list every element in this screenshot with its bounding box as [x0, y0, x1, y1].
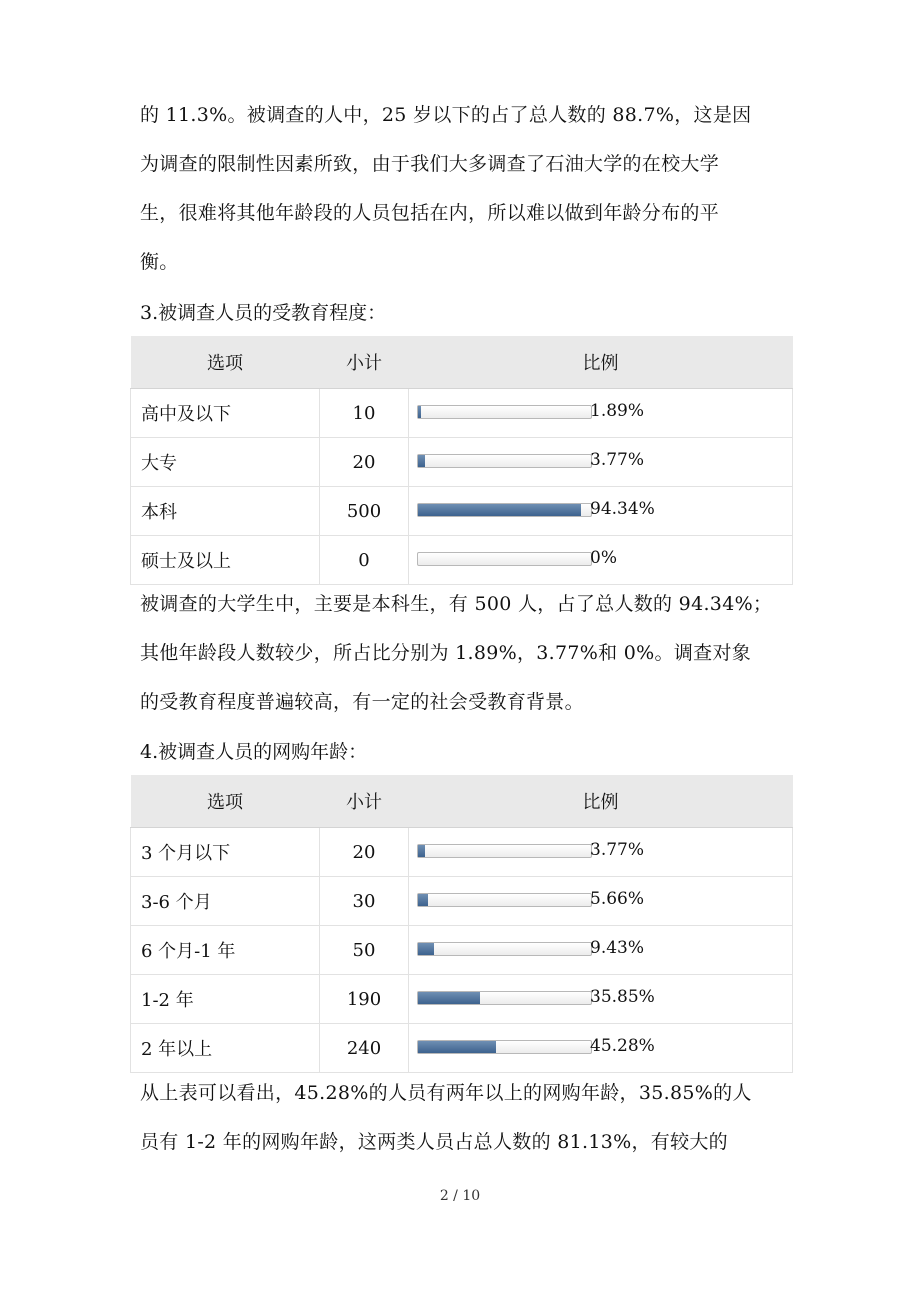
progress-bar-fill — [418, 406, 421, 418]
header-count: 小计 — [320, 775, 409, 828]
option-cell: 本科 — [131, 487, 320, 536]
page-number: 2 / 10 — [439, 1188, 481, 1204]
progress-bar-fill — [418, 992, 480, 1004]
table-row — [131, 877, 793, 926]
option-cell: 1-2 年 — [131, 975, 320, 1024]
count-cell: 0 — [320, 536, 409, 585]
table-row — [131, 536, 793, 585]
option-cell: 3 个月以下 — [131, 828, 320, 877]
table-row — [131, 926, 793, 975]
percent-label: 94.34% — [590, 499, 655, 519]
table-row — [131, 438, 793, 487]
ratio-cell — [409, 975, 793, 1024]
intro-line: 生，很难将其他年龄段的人员包括在内，所以难以做到年龄分布的平 — [140, 202, 720, 224]
table-row — [131, 1024, 793, 1073]
progress-bar — [417, 942, 592, 956]
ratio-cell — [409, 389, 793, 438]
section4-heading: 4.被调查人员的网购年龄： — [140, 741, 368, 763]
option-cell: 高中及以下 — [131, 389, 320, 438]
header-option: 选项 — [131, 336, 320, 389]
progress-bar-fill — [418, 504, 581, 516]
percent-label: 45.28% — [590, 1036, 655, 1056]
table-row — [131, 487, 793, 536]
progress-bar — [417, 454, 592, 468]
count-cell: 50 — [320, 926, 409, 975]
section4-summary — [140, 1069, 790, 1167]
option-cell: 3-6 个月 — [131, 877, 320, 926]
ratio-cell — [409, 926, 793, 975]
header-count: 小计 — [320, 336, 409, 389]
percent-label: 0% — [590, 548, 617, 568]
count-cell: 10 — [320, 389, 409, 438]
count-cell: 190 — [320, 975, 409, 1024]
percent-label: 1.89% — [590, 401, 645, 421]
percent-label: 3.77% — [590, 840, 645, 860]
intro-line: 衡。 — [140, 251, 179, 273]
progress-bar — [417, 1040, 592, 1054]
percent-label: 5.66% — [590, 889, 645, 909]
table-header-row — [131, 775, 793, 828]
summary-line: 的受教育程度普遍较高，有一定的社会受教育背景。 — [140, 691, 584, 713]
count-cell: 500 — [320, 487, 409, 536]
count-cell: 30 — [320, 877, 409, 926]
progress-bar-fill — [418, 943, 434, 955]
summary-line: 从上表可以看出，45.28%的人员有两年以上的网购年龄，35.85%的人 — [140, 1082, 752, 1104]
progress-bar-fill — [418, 455, 425, 467]
progress-bar — [417, 552, 592, 566]
ratio-cell — [409, 536, 793, 585]
progress-bar — [417, 991, 592, 1005]
header-option: 选项 — [131, 775, 320, 828]
ratio-cell — [409, 438, 793, 487]
intro-line: 的 11.3%。被调查的人中，25 岁以下的占了总人数的 88.7%，这是因 — [140, 104, 752, 126]
section3-summary — [140, 580, 790, 727]
count-cell: 20 — [320, 438, 409, 487]
progress-bar — [417, 844, 592, 858]
table-row — [131, 828, 793, 877]
progress-bar — [417, 503, 592, 517]
progress-bar-fill — [418, 845, 425, 857]
header-ratio: 比例 — [409, 336, 793, 389]
percent-label: 9.43% — [590, 938, 645, 958]
percent-label: 35.85% — [590, 987, 655, 1007]
progress-bar — [417, 405, 592, 419]
option-cell: 2 年以上 — [131, 1024, 320, 1073]
progress-bar — [417, 893, 592, 907]
percent-label: 3.77% — [590, 450, 645, 470]
header-ratio: 比例 — [409, 775, 793, 828]
table-header-row — [131, 336, 793, 389]
intro-paragraph — [140, 91, 790, 287]
table-row — [131, 975, 793, 1024]
ratio-cell — [409, 828, 793, 877]
ratio-cell — [409, 487, 793, 536]
count-cell: 240 — [320, 1024, 409, 1073]
progress-bar-fill — [418, 1041, 496, 1053]
ratio-cell — [409, 877, 793, 926]
summary-line: 员有 1-2 年的网购年龄，这两类人员占总人数的 81.13%，有较大的 — [140, 1131, 728, 1153]
intro-line: 为调查的限制性因素所致，由于我们大多调查了石油大学的在校大学 — [140, 153, 720, 175]
table-row — [131, 389, 793, 438]
ratio-cell — [409, 1024, 793, 1073]
option-cell: 6 个月-1 年 — [131, 926, 320, 975]
shopping-age-table — [130, 775, 793, 1073]
option-cell: 硕士及以上 — [131, 536, 320, 585]
education-table — [130, 336, 793, 585]
progress-bar-fill — [418, 894, 428, 906]
option-cell: 大专 — [131, 438, 320, 487]
summary-line: 被调查的大学生中，主要是本科生，有 500 人，占了总人数的 94.34%； — [140, 593, 773, 615]
summary-line: 其他年龄段人数较少，所占比分别为 1.89%，3.77%和 0%。调查对象 — [140, 642, 752, 664]
section3-heading: 3.被调查人员的受教育程度： — [140, 302, 387, 324]
count-cell: 20 — [320, 828, 409, 877]
